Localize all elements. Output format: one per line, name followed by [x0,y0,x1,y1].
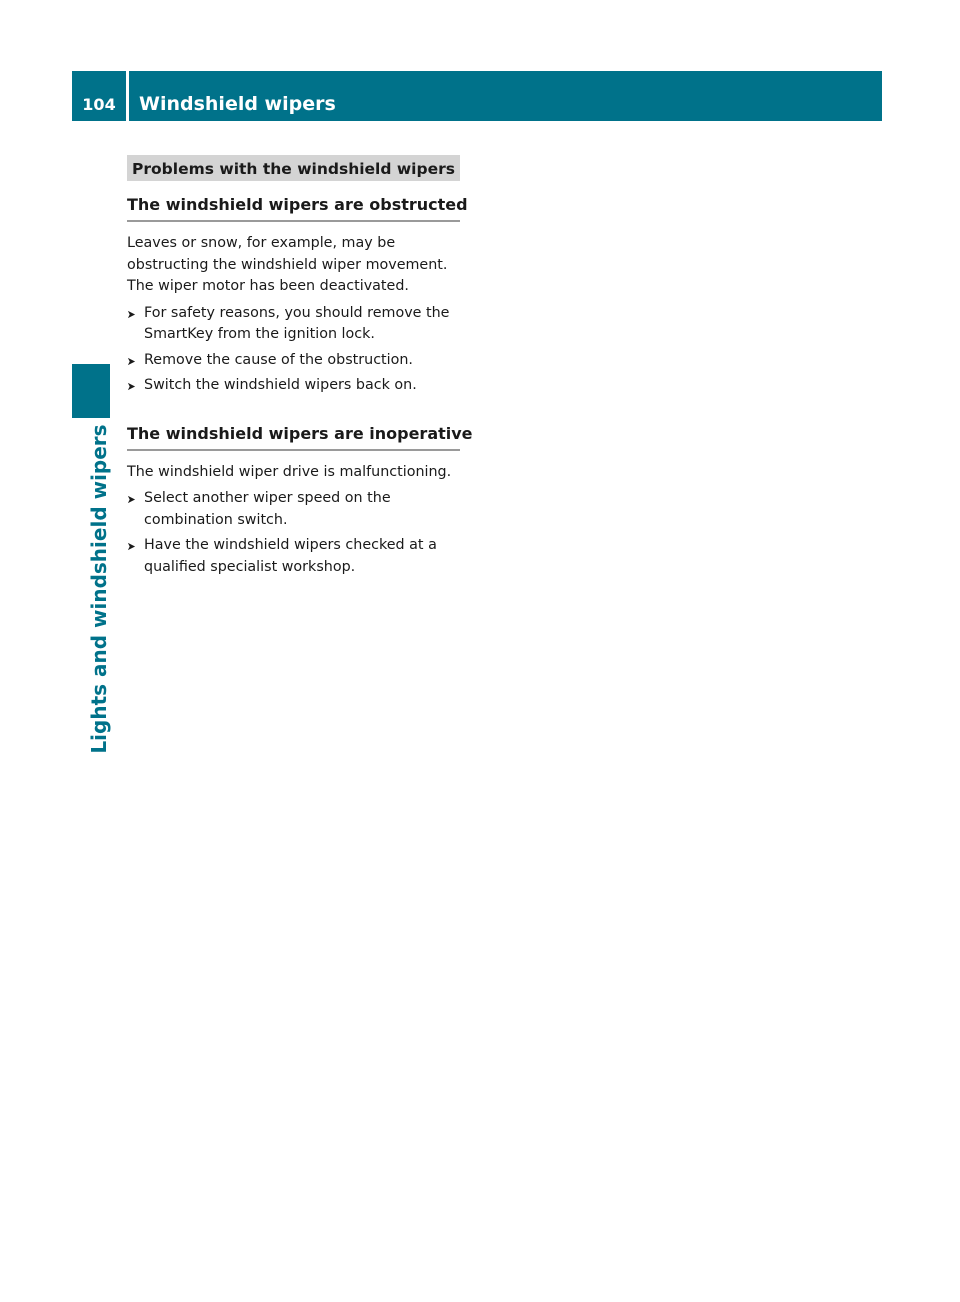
header-divider [126,71,129,121]
step-arrow-icon [127,310,136,319]
step-arrow-icon [127,357,136,366]
main-content [127,155,473,578]
step-line: Select another wiper speed on the [144,490,391,506]
side-tab-marker [72,364,110,418]
step-item [127,350,460,372]
step-line: SmartKey from the ignition lock. [144,326,375,342]
paragraph-line: The wiper motor has been deactivated. [127,278,409,294]
step-line: combination switch. [144,511,288,528]
step-line: Have the windshield wipers checked at a [144,537,437,553]
step-line: qualified specialist workshop. [144,558,356,575]
step-arrow-icon [127,382,136,391]
step-item [127,375,460,397]
paragraph-line: obstructing the windshield wiper movement. [127,256,448,273]
steps-list-obstructed [127,303,460,397]
paragraph-line: Leaves or snow, for example, may be [127,235,396,251]
page-number: 104 [82,95,116,114]
step-arrow-icon [127,542,136,551]
subsection-paragraph-obstructed [127,233,460,298]
steps-list-inoperative [127,488,460,578]
step-line: For safety reasons, you should remove the [144,304,450,321]
step-item [127,535,460,578]
subsection-heading-obstructed: The windshield wipers are obstructed [127,194,460,222]
subsection-heading-inoperative: The windshield wipers are inoperative [127,423,460,451]
side-tab-label: Lights and windshield wipers [87,424,111,754]
paragraph-line: The windshield wiper drive is malfunctioning. [127,463,452,480]
step-line: Switch the windshield wipers back on. [144,377,417,393]
step-arrow-icon [127,495,136,504]
section-heading: Problems with the windshield wipers [127,155,460,181]
step-item [127,488,460,531]
subsection-paragraph-inoperative [127,462,460,484]
step-item [127,303,460,346]
page-title: Windshield wipers [139,93,336,115]
step-line: Remove the cause of the obstruction. [144,351,413,368]
